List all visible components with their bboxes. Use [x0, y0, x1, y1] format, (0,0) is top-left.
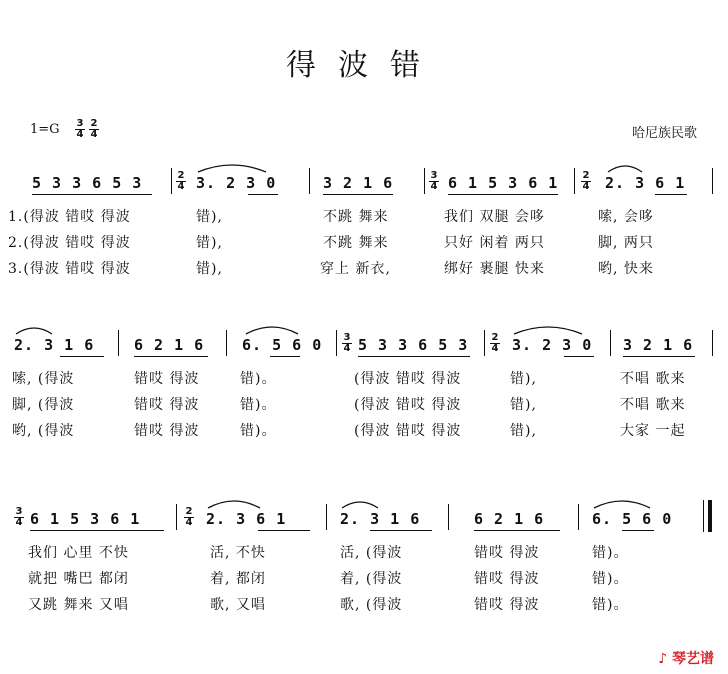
lyric-s3-v2: 就把 嘴巴 都闭 — [28, 571, 129, 587]
lyric-s3-v3: 错)。 — [592, 597, 629, 613]
lyric-s3-v1: 我们 心里 不快 — [28, 545, 129, 561]
meter-3-4: 3 4 — [76, 118, 84, 140]
lyric-s3-v3: 错哎 得波 — [474, 597, 540, 613]
lyric-s2-v3: 错哎 得波 — [134, 423, 200, 439]
song-title: 得波错 — [286, 48, 442, 83]
meter-3-4: 3 4 — [430, 170, 438, 192]
meter-2-4: 2 4 — [185, 506, 193, 528]
lyric-s2-v1: 不唱 歌来 — [620, 371, 686, 387]
meter-3-4: 3 4 — [15, 506, 23, 528]
meter-2-4: 2 4 — [582, 170, 590, 192]
meter-2-4: 2 4 — [177, 170, 185, 192]
notes-s2-m2: 6 2 1 6 — [134, 336, 205, 354]
lyric-s1-v3: 穿上 新衣, — [320, 261, 391, 277]
lyric-s3-v1: 活, 不快 — [210, 545, 266, 561]
lyric-s3-v2: 错哎 得波 — [474, 571, 540, 587]
lyric-s3-v2: 着, 都闭 — [210, 571, 266, 587]
lyric-s2-v2: 错)。 — [240, 397, 277, 413]
lyric-s1-v1: 不跳 舞来 — [323, 209, 389, 225]
notes-s3-m3: 2. 3 1 6 — [340, 510, 421, 528]
lyric-s1-v3: 3.(得波 错哎 得波 — [8, 261, 131, 277]
notes-s1-m5: 2. 3 6 1 — [605, 174, 686, 192]
lyric-s3-v2: 错)。 — [592, 571, 629, 587]
notes-s1-m3: 3 2 1 6 — [323, 174, 394, 192]
lyric-s2-v2: 不唱 歌来 — [620, 397, 686, 413]
notes-s2-m4: 5 3 3 6 5 3 — [358, 336, 469, 354]
notes-s2-m1: 2. 3 1 6 — [14, 336, 95, 354]
notes-s2-m5: 3. 2 3 0 — [512, 336, 593, 354]
lyric-s1-v2: 错), — [196, 235, 223, 251]
song-origin: 哈尼族民歌 — [632, 126, 698, 141]
lyric-s3-v1: 错)。 — [592, 545, 629, 561]
lyric-s2-v1: 错), — [510, 371, 537, 387]
slur — [16, 328, 52, 334]
lyric-s1-v1: 1.(得波 错哎 得波 — [8, 209, 131, 225]
notes-s1-m4: 6 1 5 3 6 1 — [448, 174, 559, 192]
slur — [208, 501, 260, 508]
notes-s3-m5: 6. 5 6 0 — [592, 510, 673, 528]
lyric-s1-v1: 我们 双腿 会哆 — [444, 209, 545, 225]
watermark-icon: ♪ — [658, 651, 672, 667]
lyric-s3-v3: 歌, 又唱 — [210, 597, 266, 613]
lyric-s2-v3: 错), — [510, 423, 537, 439]
lyric-s1-v2: 不跳 舞来 — [323, 235, 389, 251]
meter-2-4: 2 4 — [491, 332, 499, 354]
lyric-s2-v1: 错哎 得波 — [134, 371, 200, 387]
lyric-s1-v3: 哟, 快来 — [598, 261, 654, 277]
lyric-s2-v2: 错哎 得波 — [134, 397, 200, 413]
key-signature: 1=G — [30, 122, 60, 137]
lyric-s3-v3: 又跳 舞来 又唱 — [28, 597, 129, 613]
notes-s1-m2: 3. 2 3 0 — [196, 174, 277, 192]
lyric-s1-v3: 绑好 裹腿 快来 — [444, 261, 545, 277]
lyric-s1-v3: 错), — [196, 261, 223, 277]
notes-s2-m6: 3 2 1 6 — [623, 336, 694, 354]
lyric-s1-v2: 2.(得波 错哎 得波 — [8, 235, 131, 251]
watermark-text: 琴艺谱 — [672, 651, 714, 667]
slur — [608, 166, 642, 172]
lyric-s3-v3: 歌, (得波 — [340, 597, 403, 613]
lyric-s1-v1: 错), — [196, 209, 223, 225]
slur — [594, 501, 650, 508]
lyric-s3-v1: 活, (得波 — [340, 545, 403, 561]
meter-2-4: 2 4 — [90, 118, 98, 140]
lyric-s2-v1: 错)。 — [240, 371, 277, 387]
lyric-s2-v3: 错)。 — [240, 423, 277, 439]
notes-s3-m2: 2. 3 6 1 — [206, 510, 287, 528]
lyric-s2-v2: 错), — [510, 397, 537, 413]
lyric-s2-v2: (得波 错哎 得波 — [354, 397, 462, 413]
lyric-s2-v3: 哟, (得波 — [12, 423, 75, 439]
lyric-s3-v2: 着, (得波 — [340, 571, 403, 587]
slur — [342, 502, 378, 508]
notes-s3-m1: 6 1 5 3 6 1 — [30, 510, 141, 528]
lyric-s1-v2: 脚, 两只 — [598, 235, 654, 251]
slur — [198, 165, 266, 172]
lyric-s2-v1: 嗦, (得波 — [12, 371, 75, 387]
lyric-s3-v1: 错哎 得波 — [474, 545, 540, 561]
watermark-logo — [658, 648, 714, 668]
lyric-s1-v1: 嗦, 会哆 — [598, 209, 654, 225]
lyric-s2-v1: (得波 错哎 得波 — [354, 371, 462, 387]
notes-s3-m4: 6 2 1 6 — [474, 510, 545, 528]
notes-s1-m1: 5 3 3 6 5 3 — [32, 174, 143, 192]
lyric-s2-v2: 脚, (得波 — [12, 397, 75, 413]
lyric-s2-v3: (得波 错哎 得波 — [354, 423, 462, 439]
lyric-s2-v3: 大家 一起 — [620, 423, 686, 439]
slur — [514, 327, 582, 334]
notes-s2-m3: 6. 5 6 0 — [242, 336, 323, 354]
slur — [246, 327, 298, 334]
lyric-s1-v2: 只好 闲着 两只 — [444, 235, 545, 251]
meter-3-4: 3 4 — [343, 332, 351, 354]
